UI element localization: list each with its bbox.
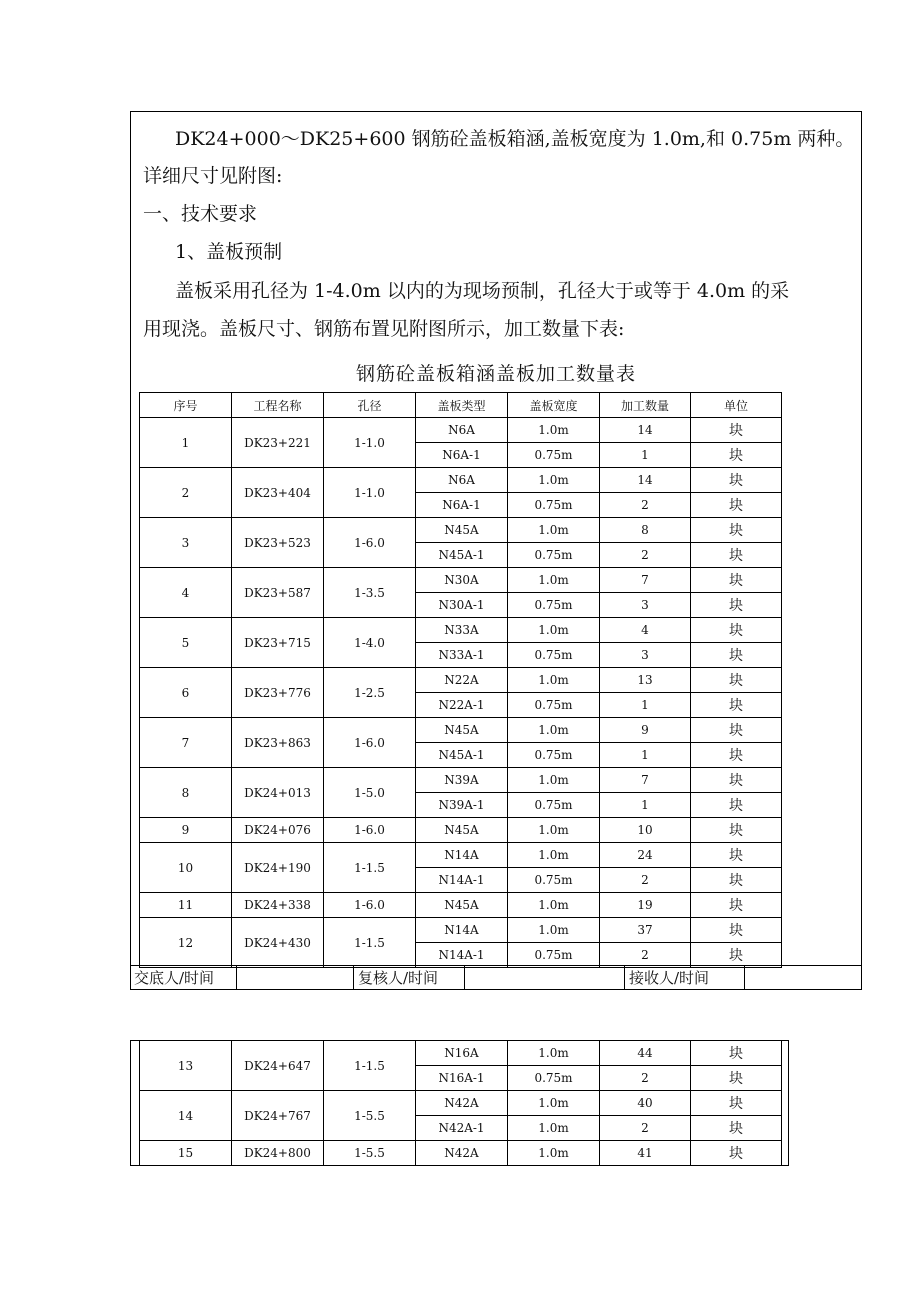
- cell-name: DK23+587: [232, 568, 324, 618]
- cell-qty: 2: [600, 943, 691, 968]
- cell-span: 1-6.0: [324, 818, 416, 843]
- cell-width: 1.0m: [508, 893, 600, 918]
- cell-type: N22A: [416, 668, 508, 693]
- cell-unit: 块: [691, 568, 782, 593]
- cell-unit: 块: [691, 443, 782, 468]
- cell-type: N42A: [416, 1091, 508, 1116]
- table-title: 钢筋砼盖板箱涵盖板加工数量表: [355, 363, 636, 385]
- cell-span: 1-3.5: [324, 568, 416, 618]
- cell-no: 7: [140, 718, 232, 768]
- cell-width: 0.75m: [508, 693, 600, 718]
- receiver-label: 接收人/时间: [625, 966, 745, 990]
- cell-unit: 块: [691, 943, 782, 968]
- cell-width: 1.0m: [508, 618, 600, 643]
- body-line-1: 盖板采用孔径为 1-4.0m 以内的为现场预制，孔径大于或等于 4.0m 的采: [175, 280, 790, 302]
- signature-bar: [130, 965, 862, 990]
- cell-type: N6A: [416, 418, 508, 443]
- cell-type: N6A-1: [416, 493, 508, 518]
- cell-unit: 块: [691, 1141, 782, 1166]
- cell-qty: 1: [600, 693, 691, 718]
- cell-qty: 9: [600, 718, 691, 743]
- cell-type: N45A: [416, 518, 508, 543]
- table-header-row: [140, 393, 782, 418]
- cell-no: 5: [140, 618, 232, 668]
- cell-type: N14A-1: [416, 943, 508, 968]
- cell-unit: 块: [691, 693, 782, 718]
- header-name: 工程名称: [232, 393, 324, 418]
- cell-name: DK24+013: [232, 768, 324, 818]
- cell-unit: 块: [691, 618, 782, 643]
- cell-unit: 块: [691, 518, 782, 543]
- table-row: [140, 1141, 782, 1166]
- cell-unit: 块: [691, 718, 782, 743]
- section-heading: 一、技术要求: [143, 203, 258, 225]
- cell-name: DK23+221: [232, 418, 324, 468]
- cell-span: 1-5.5: [324, 1091, 416, 1141]
- cell-no: 8: [140, 768, 232, 818]
- cell-type: N14A: [416, 843, 508, 868]
- cell-qty: 37: [600, 918, 691, 943]
- header-span: 孔径: [324, 393, 416, 418]
- cell-type: N45A-1: [416, 743, 508, 768]
- table-row: [140, 718, 782, 743]
- cell-qty: 2: [600, 868, 691, 893]
- cell-name: DK24+767: [232, 1091, 324, 1141]
- cell-qty: 4: [600, 618, 691, 643]
- cell-unit: 块: [691, 893, 782, 918]
- cell-span: 1-6.0: [324, 893, 416, 918]
- table-row: [140, 668, 782, 693]
- table-row: [140, 468, 782, 493]
- table-row: [140, 918, 782, 943]
- cell-qty: 19: [600, 893, 691, 918]
- cell-name: DK24+190: [232, 843, 324, 893]
- cell-type: N45A-1: [416, 543, 508, 568]
- cell-qty: 7: [600, 568, 691, 593]
- table-row: [140, 1041, 782, 1066]
- subsection-heading: 1、盖板预制: [175, 241, 283, 263]
- cell-type: N45A: [416, 718, 508, 743]
- cell-span: 1-2.5: [324, 668, 416, 718]
- cell-unit: 块: [691, 593, 782, 618]
- cell-no: 9: [140, 818, 232, 843]
- cell-unit: 块: [691, 418, 782, 443]
- header-type: 盖板类型: [416, 393, 508, 418]
- cell-unit: 块: [691, 1041, 782, 1066]
- cell-unit: 块: [691, 493, 782, 518]
- table-row: [140, 618, 782, 643]
- header-width: 盖板宽度: [508, 393, 600, 418]
- table-row: [140, 818, 782, 843]
- handover-label: 交底人/时间: [130, 966, 237, 990]
- receiver-field[interactable]: [745, 966, 862, 990]
- cell-unit: 块: [691, 768, 782, 793]
- cell-width: 0.75m: [508, 868, 600, 893]
- cell-type: N45A: [416, 893, 508, 918]
- body-line-2: 用现浇。盖板尺寸、钢筋布置见附图所示，加工数量下表:: [143, 318, 625, 340]
- cell-type: N14A-1: [416, 868, 508, 893]
- cell-unit: 块: [691, 1116, 782, 1141]
- cell-width: 1.0m: [508, 668, 600, 693]
- cell-qty: 8: [600, 518, 691, 543]
- cell-no: 12: [140, 918, 232, 968]
- intro-line-1: DK24+000～DK25+600 钢筋砼盖板箱涵,盖板宽度为 1.0m,和 0.75m 两种。: [175, 128, 855, 150]
- cell-unit: 块: [691, 643, 782, 668]
- cell-width: 0.75m: [508, 743, 600, 768]
- cell-type: N30A: [416, 568, 508, 593]
- cell-qty: 2: [600, 1066, 691, 1091]
- cell-type: N16A: [416, 1041, 508, 1066]
- cell-unit: 块: [691, 843, 782, 868]
- cell-width: 1.0m: [508, 918, 600, 943]
- cell-no: 4: [140, 568, 232, 618]
- cell-qty: 10: [600, 818, 691, 843]
- cell-width: 1.0m: [508, 518, 600, 543]
- quantity-table-continued: [139, 1040, 782, 1166]
- cell-unit: 块: [691, 668, 782, 693]
- table-row: [140, 1091, 782, 1116]
- cell-width: 1.0m: [508, 1116, 600, 1141]
- cell-width: 0.75m: [508, 793, 600, 818]
- cell-width: 1.0m: [508, 1091, 600, 1116]
- cell-span: 1-1.5: [324, 843, 416, 893]
- cell-no: 6: [140, 668, 232, 718]
- cell-no: 1: [140, 418, 232, 468]
- cell-span: 1-5.5: [324, 1141, 416, 1166]
- cell-type: N39A-1: [416, 793, 508, 818]
- cell-name: DK23+863: [232, 718, 324, 768]
- table-row: [140, 518, 782, 543]
- cell-width: 1.0m: [508, 568, 600, 593]
- cell-width: 0.75m: [508, 443, 600, 468]
- cell-unit: 块: [691, 868, 782, 893]
- table-row: [140, 768, 782, 793]
- cell-span: 1-4.0: [324, 618, 416, 668]
- cell-span: 1-1.0: [324, 418, 416, 468]
- cell-qty: 13: [600, 668, 691, 693]
- cell-width: 0.75m: [508, 493, 600, 518]
- intro-line-2: 详细尺寸见附图:: [143, 165, 283, 187]
- cell-width: 1.0m: [508, 418, 600, 443]
- cell-type: N42A-1: [416, 1116, 508, 1141]
- cell-no: 2: [140, 468, 232, 518]
- cell-name: DK23+776: [232, 668, 324, 718]
- cell-no: 11: [140, 893, 232, 918]
- cell-type: N33A: [416, 618, 508, 643]
- cell-name: DK23+404: [232, 468, 324, 518]
- cell-unit: 块: [691, 1091, 782, 1116]
- table-row: [140, 893, 782, 918]
- cell-span: 1-6.0: [324, 718, 416, 768]
- cell-width: 0.75m: [508, 643, 600, 668]
- header-no: 序号: [140, 393, 232, 418]
- cell-width: 1.0m: [508, 718, 600, 743]
- cell-name: DK23+715: [232, 618, 324, 668]
- header-unit: 单位: [691, 393, 782, 418]
- cell-name: DK24+647: [232, 1041, 324, 1091]
- cell-qty: 1: [600, 793, 691, 818]
- cell-width: 1.0m: [508, 843, 600, 868]
- cell-width: 0.75m: [508, 943, 600, 968]
- table-row: [140, 568, 782, 593]
- cell-type: N16A-1: [416, 1066, 508, 1091]
- cell-type: N22A-1: [416, 693, 508, 718]
- cell-qty: 40: [600, 1091, 691, 1116]
- cell-span: 1-5.0: [324, 768, 416, 818]
- cell-name: DK24+338: [232, 893, 324, 918]
- cell-qty: 24: [600, 843, 691, 868]
- cell-width: 0.75m: [508, 1066, 600, 1091]
- quantity-table: [139, 392, 782, 968]
- cell-qty: 2: [600, 1116, 691, 1141]
- table-row: [140, 418, 782, 443]
- cell-type: N45A: [416, 818, 508, 843]
- cell-type: N6A: [416, 468, 508, 493]
- cell-qty: 7: [600, 768, 691, 793]
- cell-qty: 44: [600, 1041, 691, 1066]
- cell-name: DK23+523: [232, 518, 324, 568]
- cell-width: 1.0m: [508, 468, 600, 493]
- cell-unit: 块: [691, 543, 782, 568]
- cell-name: DK24+800: [232, 1141, 324, 1166]
- cell-type: N42A: [416, 1141, 508, 1166]
- cell-name: DK24+430: [232, 918, 324, 968]
- cell-type: N6A-1: [416, 443, 508, 468]
- cell-qty: 14: [600, 468, 691, 493]
- cell-unit: 块: [691, 793, 782, 818]
- cell-width: 0.75m: [508, 593, 600, 618]
- cell-width: 1.0m: [508, 768, 600, 793]
- cell-qty: 3: [600, 643, 691, 668]
- handover-field[interactable]: [237, 966, 354, 990]
- cell-no: 14: [140, 1091, 232, 1141]
- cell-type: N14A: [416, 918, 508, 943]
- cell-unit: 块: [691, 743, 782, 768]
- cell-width: 1.0m: [508, 1141, 600, 1166]
- cell-qty: 1: [600, 743, 691, 768]
- cell-name: DK24+076: [232, 818, 324, 843]
- cell-span: 1-1.5: [324, 1041, 416, 1091]
- cell-unit: 块: [691, 468, 782, 493]
- cell-qty: 1: [600, 443, 691, 468]
- cell-unit: 块: [691, 1066, 782, 1091]
- cell-qty: 41: [600, 1141, 691, 1166]
- cell-no: 10: [140, 843, 232, 893]
- cell-qty: 2: [600, 543, 691, 568]
- cell-type: N30A-1: [416, 593, 508, 618]
- cell-span: 1-6.0: [324, 518, 416, 568]
- reviewer-label: 复核人/时间: [354, 966, 465, 990]
- cell-type: N39A: [416, 768, 508, 793]
- cell-qty: 14: [600, 418, 691, 443]
- cell-no: 15: [140, 1141, 232, 1166]
- cell-no: 3: [140, 518, 232, 568]
- table-row: [140, 843, 782, 868]
- cell-width: 1.0m: [508, 818, 600, 843]
- cell-width: 0.75m: [508, 543, 600, 568]
- header-qty: 加工数量: [600, 393, 691, 418]
- cell-unit: 块: [691, 818, 782, 843]
- cell-width: 1.0m: [508, 1041, 600, 1066]
- cell-no: 13: [140, 1041, 232, 1091]
- reviewer-field[interactable]: [465, 966, 625, 990]
- cell-span: 1-1.0: [324, 468, 416, 518]
- cell-type: N33A-1: [416, 643, 508, 668]
- cell-span: 1-1.5: [324, 918, 416, 968]
- cell-qty: 2: [600, 493, 691, 518]
- cell-unit: 块: [691, 918, 782, 943]
- cell-qty: 3: [600, 593, 691, 618]
